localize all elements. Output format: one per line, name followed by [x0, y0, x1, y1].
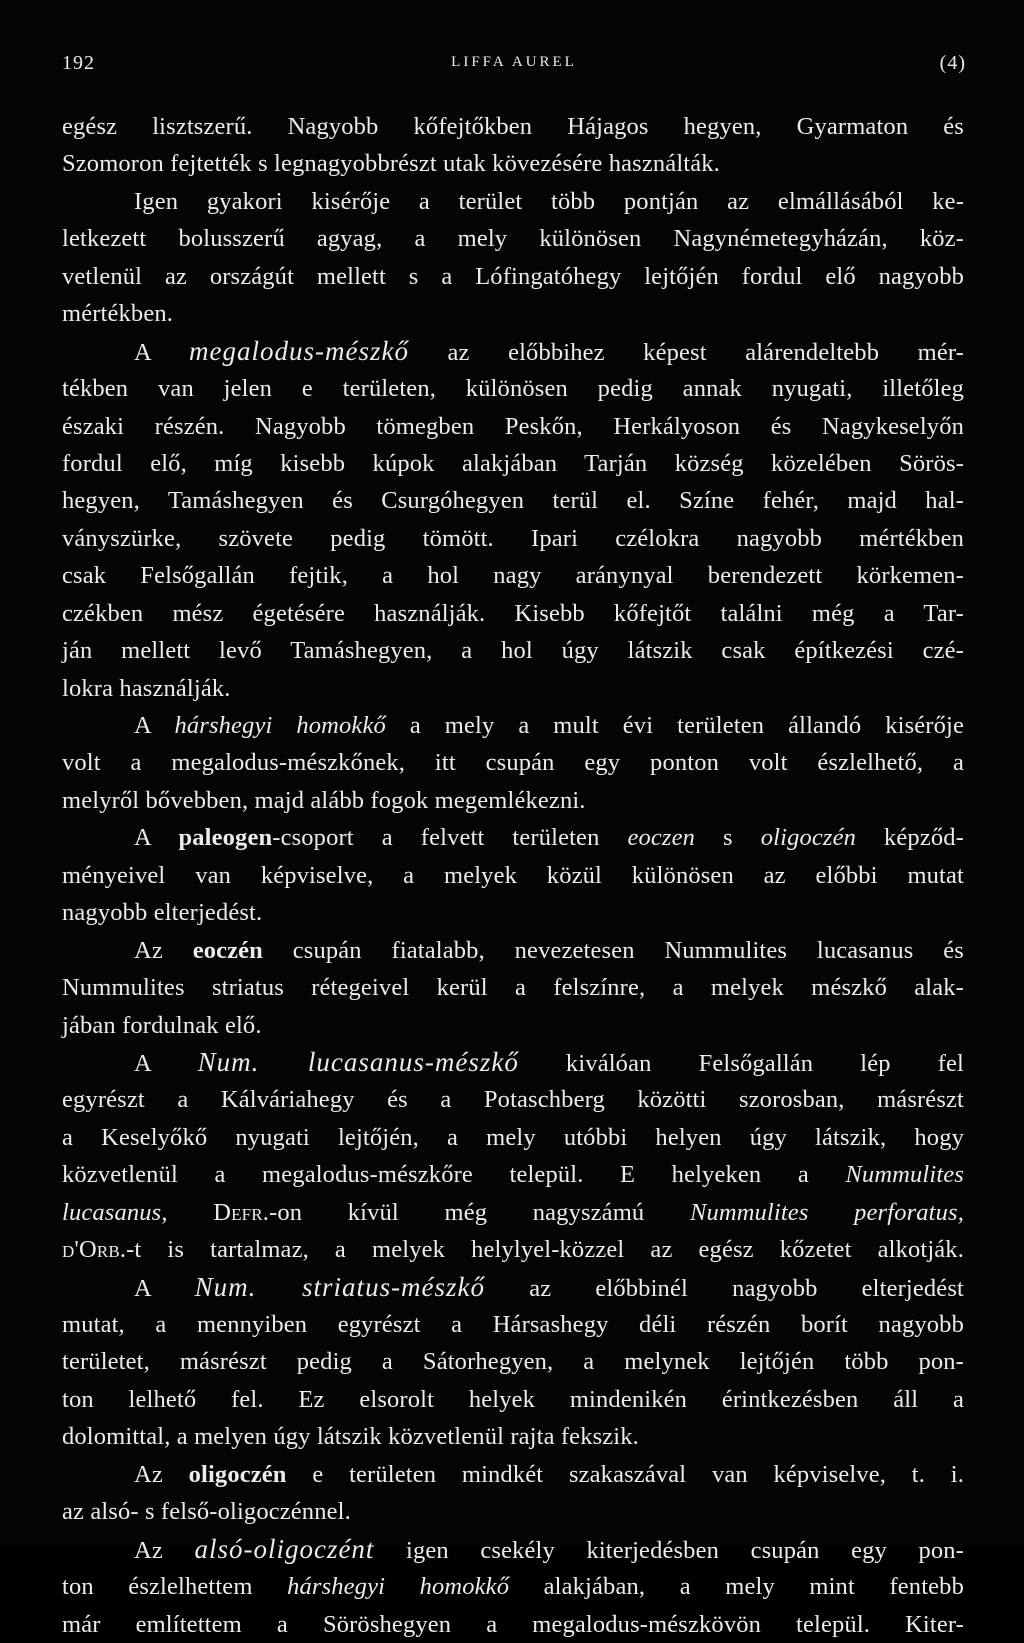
text-run: képződ-: [856, 824, 964, 852]
text-run: dolomittal, a melyen úgy látszik közvetlenül rajta fekszik.: [62, 1423, 639, 1451]
text-run: a mely a mult évi területen állandó kisérője: [385, 712, 964, 739]
text-run: Nummulites striatus rétegeivel kerül a felszínre, a melyek mészkő alak-: [62, 974, 964, 1002]
text-line: [62, 632, 964, 669]
text-run: ményeivel van képviselve, a melyek közül különösen az előbbi mutat: [62, 861, 964, 889]
text-run: csupán fiatalabb, nevezetesen Nummulites lucasanus és: [262, 936, 964, 964]
text-line: [62, 1231, 964, 1268]
text-line: [62, 1081, 964, 1118]
text-line: [62, 1306, 964, 1343]
emphasis-sc: Defr: [213, 1198, 263, 1226]
emphasis-sc: d'Orb: [62, 1236, 120, 1264]
text-line: [62, 258, 964, 295]
text-line: [62, 1007, 964, 1044]
text-run: volt a megalodus-mészkőnek, itt csupán egy ponton volt észlelhető, a: [62, 749, 964, 777]
text-run: A: [134, 824, 179, 852]
emphasis-it: eoczen: [627, 824, 696, 852]
text-run: fordul elő, míg kisebb kúpok alakjában Tarján község közelében Sörös-: [62, 449, 964, 477]
text-line: [62, 1119, 964, 1156]
text-line: [62, 108, 964, 145]
text-run: mutat, a mennyiben egyrészt a Hársashegy déli részén borít nagyobb: [62, 1311, 964, 1338]
emphasis-sp: alsó-oligoczént: [194, 1533, 375, 1564]
text-run: tékben van jelen e területen, különösen pedig annak nyugati, illetőleg: [62, 375, 964, 403]
text-run: az előbbinél nagyobb elterjedést: [485, 1274, 964, 1302]
text-line: [62, 482, 964, 519]
text-line: [62, 932, 964, 969]
text-line: [62, 333, 964, 370]
emphasis-bold: paleogen: [178, 824, 273, 852]
text-run: Igen gyakori kisérője a terület több pontján az elmállásából ke-: [134, 187, 964, 215]
body-text: [62, 108, 964, 1643]
text-run: .-t is tartalmaz, a melyek helylyel-közzel az egész kőzetet alkotják.: [119, 1236, 964, 1264]
text-run: jában fordulnak elő.: [62, 1011, 262, 1039]
emphasis-it: hárshegyi homokkő: [174, 712, 386, 739]
text-line: [62, 520, 964, 557]
text-run: már említettem a Söröshegyen a megalodus-mészkövön települ. Kiter-: [62, 1610, 964, 1638]
text-line: [62, 744, 964, 781]
text-line: [62, 183, 964, 220]
text-run: Az: [134, 936, 193, 964]
text-line: [62, 557, 964, 594]
text-run: letkezett bolusszerű agyag, a mely különösen Nagynémetegyházán, köz-: [62, 225, 964, 253]
text-run: a Keselyőkő nyugati lejtőjén, a mely utóbbi helyen úgy látszik, hogy: [62, 1123, 964, 1151]
text-run: A: [134, 338, 190, 366]
text-line: [62, 1568, 964, 1605]
text-run: hegyen, Tamáshegyen és Csurgóhegyen terül el. Színe fehér, majd hal-: [62, 487, 964, 515]
text-line: [62, 145, 964, 182]
text-run: melyről bővebben, majd alább fogok megemlékezni.: [62, 786, 586, 814]
text-run: ton észlelhettem: [62, 1573, 288, 1601]
text-run: Az: [134, 1460, 189, 1488]
text-run: egyrészt a Kálváriahegy és a Potaschberg közötti szorosban, másrészt: [62, 1086, 964, 1114]
text-run: ványszürke, szövete pedig tömött. Ipari czélokra nagyobb mértékben: [62, 524, 964, 552]
emphasis-sp: megalodus-mészkő: [189, 335, 409, 366]
emphasis-bold: eoczén: [192, 936, 263, 964]
text-line: [62, 1044, 964, 1081]
text-run: .-on kívül még nagyszámú: [262, 1198, 690, 1226]
text-run: Szomoron fejtették s legnagyobbrészt utak kövezésére használták.: [62, 150, 720, 178]
emphasis-bold: oligoczén: [188, 1460, 287, 1488]
text-run: kiválóan Felsőgallán lép fel: [518, 1049, 964, 1077]
text-line: [62, 1194, 964, 1231]
emphasis-it: oligoczén: [760, 824, 856, 852]
text-run: egész lisztszerű. Nagyobb kőfejtőkben Hájagos hegyen, Gyarmaton és: [62, 113, 964, 140]
text-line: [62, 857, 964, 894]
emphasis-sp: Num. lucasanus-mészkő: [197, 1046, 519, 1077]
running-title: LIFFA AUREL: [451, 54, 577, 70]
text-line: [62, 220, 964, 257]
text-run: az előbbihez képest alárendeltebb mér-: [408, 338, 964, 366]
text-line: [62, 670, 964, 707]
section-number: (4): [939, 52, 966, 74]
text-line: [62, 1156, 964, 1193]
text-line: [62, 370, 964, 407]
text-line: [62, 295, 964, 332]
text-line: [62, 707, 964, 744]
text-line: [62, 1606, 964, 1643]
text-run: e területen mindkét szakaszával van képviselve, t. i.: [286, 1460, 964, 1488]
text-line: [62, 1456, 964, 1493]
text-run: csak Felsőgallán fejtik, a hol nagy aránynyal berendezett körkemen-: [62, 562, 964, 590]
text-line: [62, 1343, 964, 1380]
text-run: s: [695, 824, 761, 852]
emphasis-it: hárshegyi homokkő: [287, 1573, 510, 1601]
text-run: igen csekély kiterjedésben csupán egy pon-: [374, 1536, 964, 1564]
text-run: czékben mész égetésére használják. Kisebb kőfejtőt találni még a Tar-: [62, 599, 964, 627]
text-run: ton lelhető fel. Ez elsorolt helyek mindenikén érintkezésben áll a: [62, 1385, 964, 1413]
text-run: A: [134, 1274, 195, 1302]
text-line: [62, 1493, 964, 1530]
text-run: az alsó- s felső-oligoczénnel.: [62, 1498, 351, 1526]
text-run: -csoport a felvett területen: [272, 824, 628, 852]
running-header: [62, 52, 966, 86]
text-run: mértékben.: [62, 300, 174, 328]
text-line: [62, 1269, 964, 1306]
text-run: lokra használják.: [62, 674, 231, 702]
text-run: északi részén. Nagyobb tömegben Peskőn, Herkályoson és Nagykeselyőn: [62, 412, 964, 440]
text-line: [62, 1418, 964, 1455]
text-line: [62, 1531, 964, 1568]
text-run: területet, másrészt pedig a Sátorhegyen, a melynek lejtőjén több pon-: [62, 1348, 964, 1376]
text-line: [62, 408, 964, 445]
emphasis-it: lucasanus: [62, 1198, 162, 1226]
text-run: Az: [134, 1536, 195, 1564]
text-line: [62, 595, 964, 632]
emphasis-it: Nummulites: [845, 1161, 964, 1189]
text-run: közvetlenül a megalodus-mészkőre települ. E helyeken a: [62, 1161, 846, 1189]
emphasis-it: Nummulites perforatus,: [689, 1198, 965, 1226]
text-line: [62, 819, 964, 856]
emphasis-sp: Num. striatus-mészkő: [194, 1271, 486, 1302]
text-run: ján mellett levő Tamáshegyen, a hol úgy látszik csak építkezési czé-: [62, 637, 964, 665]
page-number: 192: [62, 52, 95, 74]
text-line: [62, 969, 964, 1006]
text-line: [62, 445, 964, 482]
text-line: [62, 782, 964, 819]
text-run: ,: [161, 1198, 214, 1226]
text-run: nagyobb elterjedést.: [62, 899, 263, 927]
text-line: [62, 1381, 964, 1418]
text-run: alakjában, a mely mint fentebb: [509, 1573, 964, 1601]
text-run: vetlenül az országút mellett s a Lófingatóhegy lejtőjén fordul elő nagyobb: [62, 262, 964, 290]
text-run: A: [134, 1049, 198, 1077]
text-line: [62, 894, 964, 931]
text-run: A: [134, 712, 175, 739]
